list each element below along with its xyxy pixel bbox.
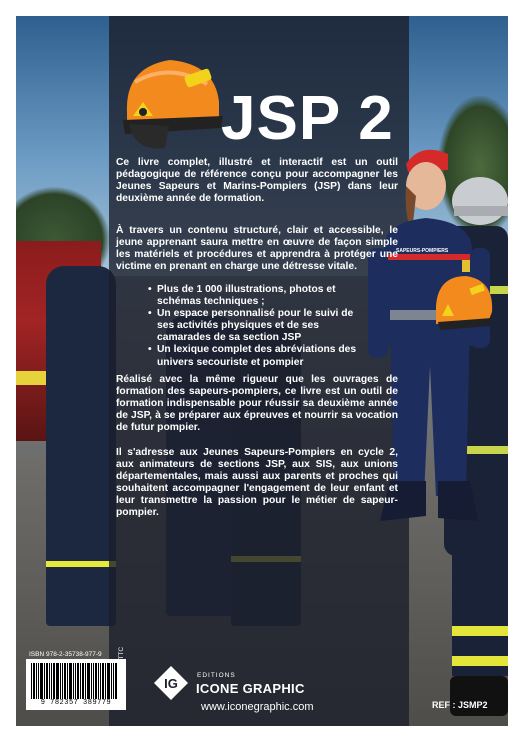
reflective-stripe [46,561,116,567]
features-list [148,284,368,369]
training-paragraph: Réalisé avec la même rigueur que les ouvrages de formation des sapeurs-pompiers, ce livre est un outil de formation indispensable pour réussir sa deuxième année de JSP, à se préparer aux épreuves et nourrir sa vocation de futur pompier. [116,374,398,434]
barcode-bars [31,663,121,699]
logo-letters: IG [164,676,178,691]
isbn-text: ISBN 978-2-35738-977-9 [29,651,102,658]
publisher-name: ICONE GRAPHIC [196,681,305,696]
feature-item: • Plus de 1 000 illustrations, photos et schémas techniques ; [148,284,368,308]
editions-label: EDITIONS [197,672,236,679]
book-title: JSP 2 [221,83,394,153]
audience-paragraph: Il s'adresse aux Jeunes Sapeurs-Pompiers en cycle 2, aux animateurs de sections JSP, aux SIS, aux unions départementales, mais aussi aux parents et proches qui souhaitent accompagner l'engagement de leur enfant et leur transmettre la passion pour le métier de sapeur-pompier. [116,447,398,519]
feature-item: • Un espace personnalisé pour le suivi de ses activités physiques et de ses camarades de sa section JSP [148,308,368,344]
helmet-icon [115,42,225,152]
barcode-number: 9 782357 389779 [40,699,112,707]
feature-item: • Un lexique complet des abréviations des univers secouriste et pompier [148,344,368,368]
background-firefighter [46,266,116,626]
publisher-website[interactable]: www.iconegraphic.com [201,701,314,713]
price-label: 12,50 € TTC [118,646,125,683]
cover-photo-background [16,16,508,726]
uniform-label: SAPEURS-POMPIERS [396,248,449,254]
intro-paragraph: Ce livre complet, illustré et interactif est un outil pédagogique de référence conçu pour accompagner les Jeunes Sapeurs et Marins-Pompiers (JSP) dans leur deuxième année de formation. [116,157,398,205]
ig-logo-icon [153,665,189,701]
content-paragraph: À travers un contenu structuré, clair et accessible, le jeune apprenant saura mettre en œuvre de façon simple les matériels et procédures et apprendra à protéger une victime en prenant en charge une détresse vitale. [116,225,398,273]
reference-code: REF : JSMP2 [432,700,488,710]
